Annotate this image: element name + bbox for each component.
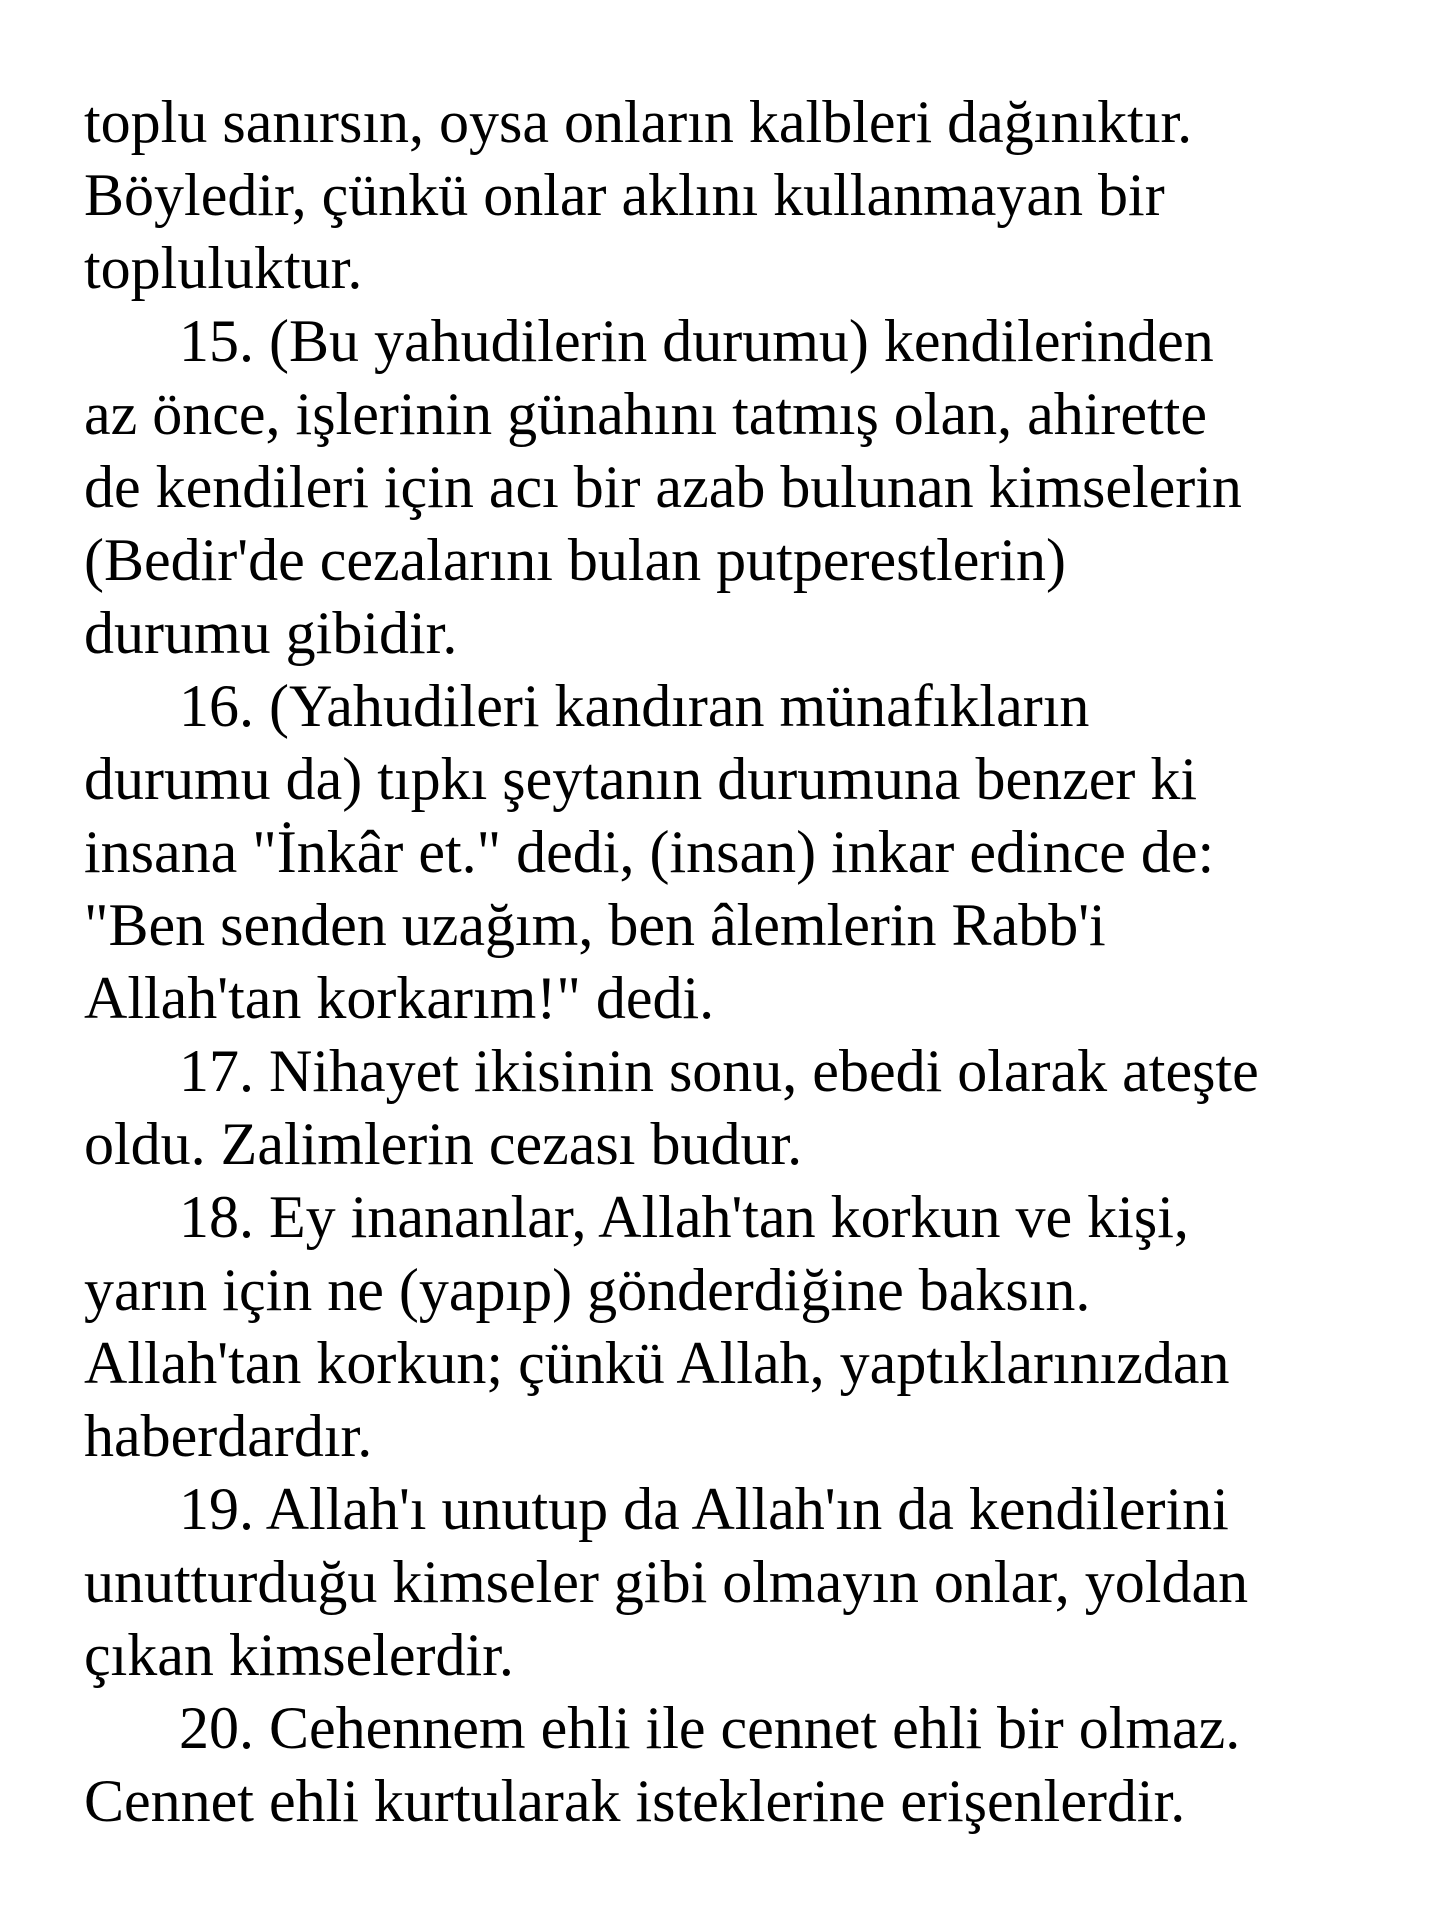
text-line: Allah'tan korkun; çünkü Allah, yaptıklarınızdan xyxy=(84,1330,1230,1396)
text-line: durumu da) tıpkı şeytanın durumuna benzer ki xyxy=(84,746,1198,812)
text-line: unutturduğu kimseler gibi olmayın onlar, yoldan xyxy=(84,1549,1249,1615)
verse-19-start: 19. Allah'ı unutup da Allah'ın da kendilerini xyxy=(179,1476,1229,1542)
text-line: durumu gibidir. xyxy=(84,600,458,666)
verse-16-start: 16. (Yahudileri kandıran münafıkların xyxy=(179,673,1090,739)
text-line: insana "İnkâr et." dedi, (insan) inkar edince de: xyxy=(84,819,1215,885)
body-text xyxy=(84,86,1414,1838)
text-line: Böyledir, çünkü onlar aklını kullanmayan bir xyxy=(84,162,1165,228)
text-line: (Bedir'de cezalarını bulan putperestlerin) xyxy=(84,527,1067,593)
text-line: de kendileri için acı bir azab bulunan kimselerin xyxy=(84,454,1242,520)
text-line: çıkan kimselerdir. xyxy=(84,1622,514,1688)
text-line: topluluktur. xyxy=(84,235,363,301)
verse-20-start: 20. Cehennem ehli ile cennet ehli bir olmaz. xyxy=(179,1695,1241,1761)
verse-18-start: 18. Ey inananlar, Allah'tan korkun ve kişi, xyxy=(179,1184,1189,1250)
text-line: Cennet ehli kurtularak isteklerine erişenlerdir. xyxy=(84,1768,1186,1834)
verse-17-start: 17. Nihayet ikisinin sonu, ebedi olarak ateşte xyxy=(179,1038,1259,1104)
text-line: Allah'tan korkarım!" dedi. xyxy=(84,965,715,1031)
text-line: haberdardır. xyxy=(84,1403,373,1469)
text-line: toplu sanırsın, oysa onların kalbleri dağınıktır. xyxy=(84,89,1193,155)
verse-15-start: 15. (Bu yahudilerin durumu) kendilerinden xyxy=(179,308,1214,374)
text-line: yarın için ne (yapıp) gönderdiğine baksın. xyxy=(84,1257,1091,1323)
text-line: oldu. Zalimlerin cezası budur. xyxy=(84,1111,803,1177)
text-line: "Ben senden uzağım, ben âlemlerin Rabb'i xyxy=(84,892,1106,958)
text-line: az önce, işlerinin günahını tatmış olan, ahirette xyxy=(84,381,1207,447)
